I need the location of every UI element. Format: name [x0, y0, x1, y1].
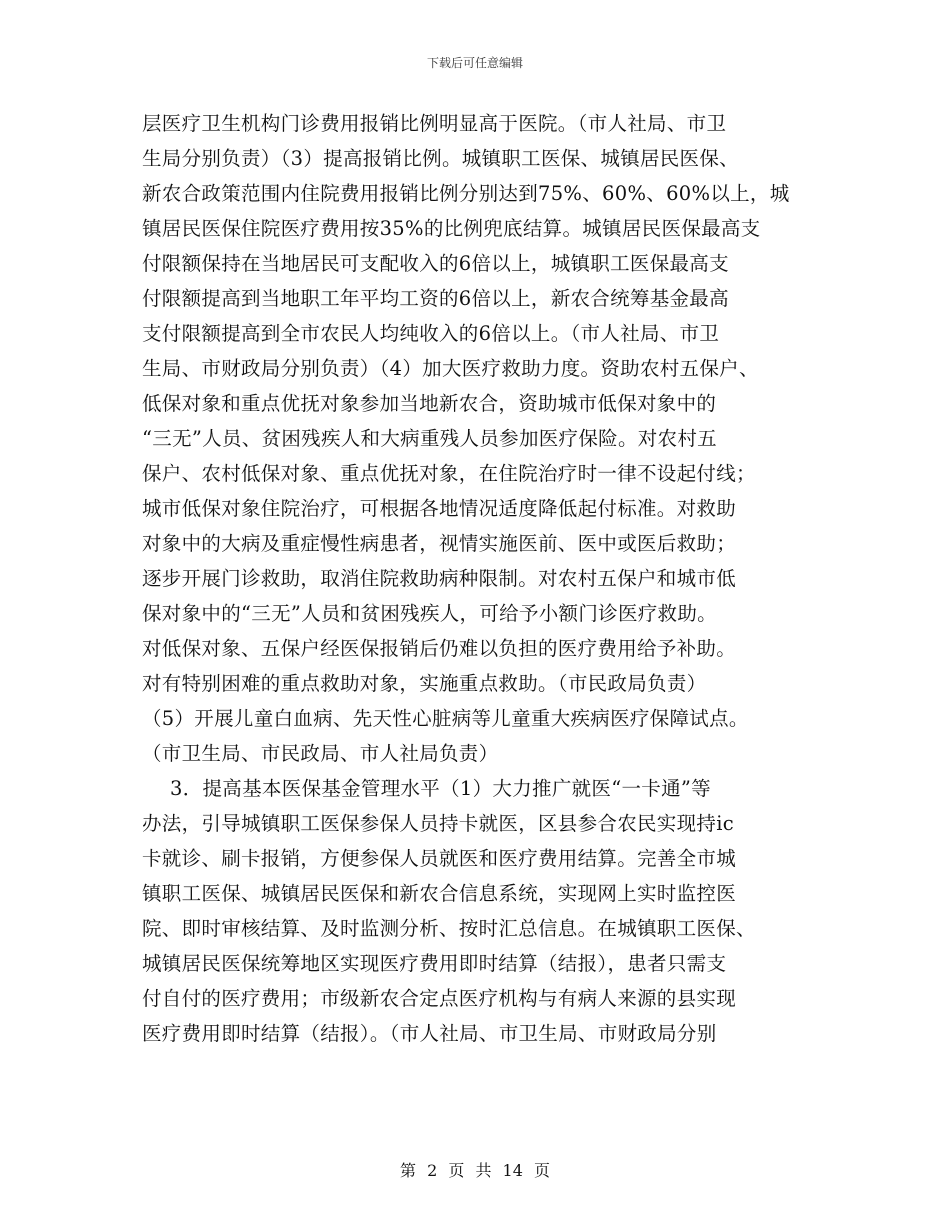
text-line: 生局、市财政局分别负责）（4）加大医疗救助力度。资助农村五保户、	[142, 357, 759, 380]
text-line: （市卫生局、市民政局、市人社局负责）	[142, 742, 499, 765]
text-line: 生局分别负责）（3）提高报销比例。城镇职工医保、城镇居民医保、	[142, 147, 739, 170]
text-line: 新农合政策范围内住院费用报销比例分别达到75%、60%、60%以上，城	[142, 182, 790, 205]
text-line: 对低保对象、五保户经医保报销后仍难以负担的医疗费用给予补助。	[142, 637, 737, 660]
text-line: 逐步开展门诊救助，取消住院救助病种限制。对农村五保户和城市低	[142, 567, 737, 590]
page-number-footer: 第 2 页 共 14 页	[400, 1161, 550, 1180]
text-line: 城镇居民医保统筹地区实现医疗费用即时结算（结报），患者只需支	[142, 952, 727, 975]
text-line: 院、即时审核结算、及时监测分析、按时汇总信息。在城镇职工医保、	[142, 917, 756, 940]
page-header: 下载后可任意编辑	[426, 56, 523, 70]
text-line: 办法，引导城镇职工医保参保人员持卡就医，区县参合农民实现持ic	[142, 812, 734, 835]
text-line: 城市低保对象住院治疗，可根据各地情况适度降低起付标准。对救助	[142, 497, 737, 520]
text-line: 保对象中的“三无”人员和贫困残疾人，可给予小额门诊医疗救助。	[142, 602, 717, 625]
text-line: 卡就诊、刷卡报销，方便参保人员就医和医疗费用结算。完善全市城	[142, 847, 737, 870]
text-line: 层医疗卫生机构门诊费用报销比例明显高于医院。（市人社局、市卫	[142, 112, 727, 135]
text-line: 镇职工医保、城镇居民医保和新农合信息系统，实现网上实时监控医	[142, 882, 737, 905]
text-line: 医疗费用即时结算（结报）。（市人社局、市卫生局、市财政局分别	[142, 1022, 717, 1045]
text-line: 镇居民医保住院医疗费用按35%的比例兜底结算。城镇居民医保最高支	[142, 217, 761, 240]
text-line: 保户、农村低保对象、重点优抚对象，在住院治疗时一律不设起付线；	[142, 462, 756, 485]
text-line: 对象中的大病及重症慢性病患者，视情实施医前、医中或医后救助；	[142, 532, 737, 555]
text-line: “三无”人员、贫困残疾人和大病重残人员参加医疗保险。对农村五	[142, 427, 717, 450]
text-line: 付自付的医疗费用；市级新农合定点医疗机构与有病人来源的县实现	[142, 987, 737, 1010]
document-body	[142, 106, 822, 1051]
text-line: 付限额提高到当地职工年平均工资的6倍以上，新农合统筹基金最高	[142, 287, 729, 310]
text-line: 低保对象和重点优抚对象参加当地新农合，资助城市低保对象中的	[142, 392, 717, 415]
text-line: 对有特别困难的重点救助对象，实施重点救助。（市民政局负责）	[142, 672, 707, 695]
text-line: （5）开展儿童白血病、先天性心脏病等儿童重大疾病医疗保障试点。	[142, 707, 749, 730]
text-line: 3．提高基本医保基金管理水平（1）大力推广就医“一卡通”等	[170, 777, 711, 800]
text-line: 付限额保持在当地居民可支配收入的6倍以上，城镇职工医保最高支	[142, 252, 729, 275]
text-line: 支付限额提高到全市农民人均纯收入的6倍以上。（市人社局、市卫	[142, 322, 720, 345]
